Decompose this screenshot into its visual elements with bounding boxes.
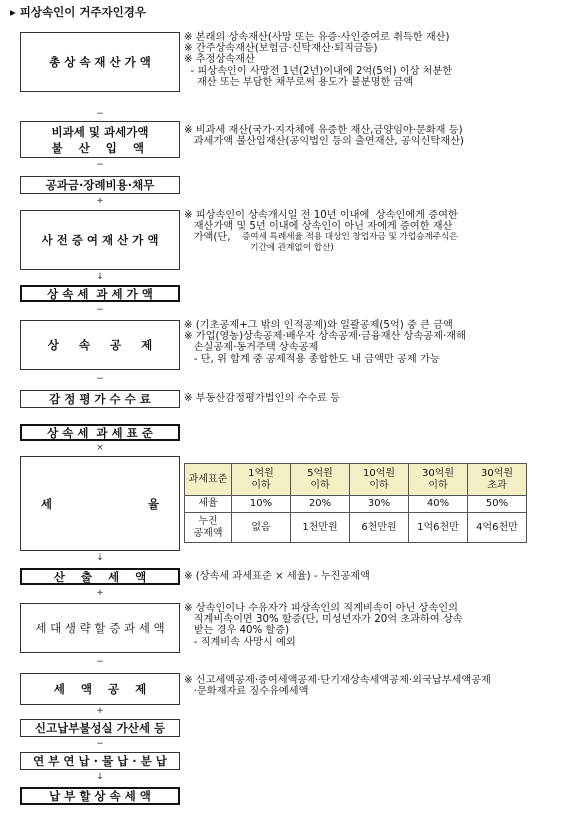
page-title: ▸ 피상속인이 거주자인경우 [10,5,146,19]
table-cell: 30% [350,496,409,513]
step-prior-gift-value [20,210,180,270]
operator-minus: − [96,305,104,315]
step-generation-skip-surcharge [20,603,180,653]
note-inheritance-deduction: ※ (기초공제+그 밖의 인적공제)와 일괄공제(5억) 중 큰 금액 ※ 가업(영농)상속공제·배우자 상속공제·금융재산 상속공제·재해 손실공제·동거주택 상속공제 - 단, 위 합계 중 공제적용 종합한도 내 금액만 공제 가능 [184,320,466,365]
step-tax-credit [20,673,180,705]
table-cell: 20% [291,496,350,513]
step-label: 연 부 연 납 · 물 납 · 분 납 [33,754,167,768]
arrow-down-icon: ↓ [96,553,104,563]
step-label: 납 부 할 상 속 세 액 [49,789,151,803]
step-label: 공과금·장례비용·채무 [45,178,155,192]
table-cell: 5억원 이하 [291,464,350,496]
step-label: 세 대 생 략 할 증 과 세 액 [35,621,165,635]
table-cell: 30억원 초과 [468,464,527,496]
step-label: 상 속 세 과 세 표 준 [47,425,153,440]
step-appraisal-fee [20,390,180,408]
note-prior-gift: ※ 피상속인이 상속개시일 전 10년 이내에 상속인에게 증여한 재산가액 및 5년 이내에 상속인이 아닌 자에게 증여한 재산 가액(단, [184,210,458,244]
step-label: 총 상 속 재 산 가 액 [49,55,151,69]
step-penalty-tax [20,719,180,737]
table-cell: 없음 [232,513,291,543]
step-tax-base [20,424,180,441]
operator-minus: − [96,657,104,667]
operator-plus: + [96,196,104,206]
operator-minus: − [96,109,104,119]
step-label: 신고납부불성실 가산세 등 [34,721,166,735]
table-cell: 6천만원 [350,513,409,543]
table-cell: 1천만원 [291,513,350,543]
table-cell: 과세표준 [185,464,232,496]
note-nontaxable: ※ 비과세 재산(국가·지자체에 유증한 재산,금양임야·문화재 등) 과세가액 불산입재산(공익법인 등의 출연재산, 공익신탁재산) [184,125,464,148]
note-tax-credit: ※ 신고세액공제·증여세액공제·단기재상속세액공제·외국납부세액공제 ·문화재자료 징수유예세액 [184,675,491,698]
step-installment-payment [20,752,180,770]
step-label: 세 액 공 제 [53,682,147,696]
table-cell: 30억원 이하 [409,464,468,496]
table-cell: 50% [468,496,527,513]
table-cell: 누진 공제액 [185,513,232,543]
table-cell: 1억6천만 [409,513,468,543]
note-appraisal-fee: ※ 부동산감정평가법인의 수수료 등 [184,393,341,404]
operator-plus: + [96,588,104,598]
step-inheritance-deduction [20,320,180,370]
operator-minus: − [96,739,104,749]
table-row-deduction [185,513,527,543]
table-row-header [185,464,527,496]
operator-plus: + [96,706,104,716]
note-calculated-tax: ※ (상속세 과세표준 × 세율) - 누진공제액 [184,571,370,582]
step-label: 산 출 세 액 [53,569,147,584]
step-calculated-tax [20,568,180,585]
table-cell: 10% [232,496,291,513]
step-total-inheritance-value [20,32,180,92]
note-generation-skip: ※ 상속인이나 수유자가 피상속인의 직계비속이 아닌 상속인의 직계비속이면 30% 할증(단, 미성년자가 20억 초과하여 상속 받는 경우 40% 할증) - 직계비속 사망시 예외 [184,603,463,648]
note-prior-gift-special: 증여세 특례세율 적용 대상인 창업자금 및 가업승계주식은 기간에 관계없이 합산) [242,232,458,254]
operator-minus: − [96,374,104,384]
step-public-charges-debts [20,176,180,194]
step-label: 세 율 [40,496,160,511]
note-total-inheritance: ※ 본래의 상속재산(사망 또는 유증·사인증여로 취득한 재산) ※ 간주상속재산(보험금·신탁재산·퇴직금등) ※ 추정상속재산 - 피상속인이 사망전 1년(2년)이내에 2억(5억) 이상 처분한 재산 또는 부담한 채무로써 용도가 불분명한 금액 [184,32,453,88]
step-label: 사 전 증 여 재 산 가 액 [41,233,159,247]
step-nontaxable-value [20,121,180,158]
step-label: 상 속 세 과 세 가 액 [47,286,153,301]
table-cell: 1억원 이하 [232,464,291,496]
tax-rate-table [184,463,527,543]
table-cell: 40% [409,496,468,513]
arrow-down-icon: ↓ [96,272,104,282]
table-row-rate [185,496,527,513]
operator-multiply: × [96,443,104,453]
step-payable-inheritance-tax [20,787,180,805]
operator-minus: − [96,160,104,170]
step-tax-rate [20,456,180,551]
arrow-down-icon: ↓ [96,772,104,782]
step-label: 비과세 및 과세가액 불 산 입 액 [51,124,149,155]
step-label: 감 정 평 가 수 수 료 [49,392,151,406]
table-cell: 10억원 이하 [350,464,409,496]
step-label: 상 속 공 제 [47,338,153,352]
step-taxable-inheritance-value [20,285,180,302]
table-cell: 세율 [185,496,232,513]
table-cell: 4억6천만 [468,513,527,543]
